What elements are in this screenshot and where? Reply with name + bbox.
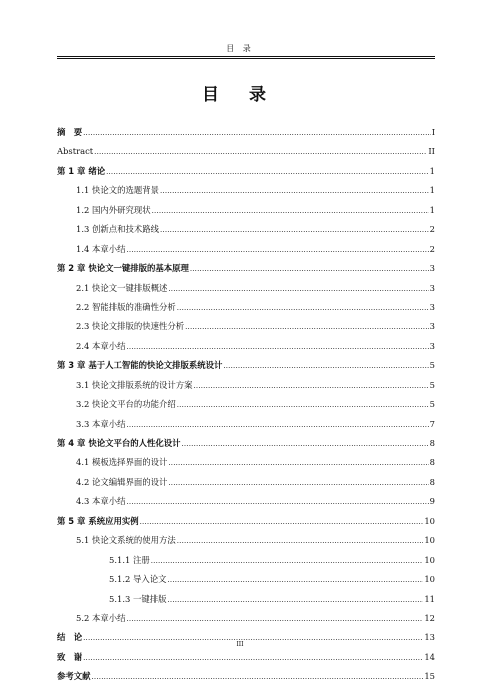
toc-entry-page: 5 [429, 360, 435, 371]
toc-entry[interactable] [57, 415, 435, 434]
toc-entry-page: 9 [429, 496, 435, 507]
table-of-contents [57, 123, 435, 687]
toc-entry-label: 2.2 智能排版的准确性分析 [76, 301, 176, 312]
toc-leader-dots [177, 298, 429, 318]
toc-entry-page: 7 [429, 418, 435, 429]
toc-entry-label: 3.2 快论文平台的功能介绍 [76, 399, 176, 410]
toc-leader-dots [167, 590, 423, 610]
toc-entry-label: 2.1 快论文一键排版概述 [76, 282, 168, 293]
toc-entry[interactable] [57, 240, 435, 259]
toc-entry-page: 10 [424, 535, 435, 546]
page-title: 目 录 [202, 85, 278, 105]
toc-leader-dots [185, 317, 429, 337]
toc-leader-dots [140, 512, 424, 532]
toc-entry-page: 5 [429, 399, 435, 410]
running-header: 目 录 [226, 44, 254, 53]
toc-entry-label: 3.3 本章小结 [76, 418, 126, 429]
toc-leader-dots [160, 220, 429, 240]
toc-entry[interactable] [57, 259, 435, 278]
toc-leader-dots [126, 240, 428, 260]
toc-entry-label: 1.3 创新点和技术路线 [76, 224, 159, 235]
toc-entry[interactable] [57, 667, 435, 686]
toc-entry-page: 8 [429, 476, 435, 487]
toc-entry[interactable] [57, 551, 435, 570]
toc-leader-dots [177, 531, 424, 551]
toc-entry[interactable] [57, 570, 435, 589]
toc-entry[interactable] [57, 337, 435, 356]
toc-entry-page: 1 [429, 165, 435, 176]
toc-entry-label: 参考文献 [57, 671, 91, 682]
toc-leader-dots [126, 609, 423, 629]
toc-leader-dots [181, 434, 428, 454]
toc-leader-dots [83, 123, 431, 143]
toc-entry-page: 10 [424, 554, 435, 565]
toc-entry-label: 1.1 快论文的选题背景 [76, 185, 159, 196]
toc-leader-dots [190, 259, 429, 279]
toc-leader-dots [92, 667, 424, 687]
toc-entry[interactable] [57, 473, 435, 492]
toc-entry[interactable] [57, 453, 435, 472]
toc-entry-page: 1 [429, 204, 435, 215]
toc-leader-dots [168, 279, 428, 299]
toc-leader-dots [126, 337, 428, 357]
toc-entry-label: 第 4 章 快论文平台的人性化设计 [57, 438, 181, 448]
toc-entry[interactable] [57, 648, 435, 667]
toc-leader-dots [177, 395, 429, 415]
toc-entry[interactable] [57, 279, 435, 298]
toc-entry[interactable] [57, 298, 435, 317]
toc-entry-label: Abstract [57, 146, 94, 157]
toc-entry-label: 2.4 本章小结 [76, 340, 126, 351]
toc-entry-label: 5.1.2 导入论文 [109, 574, 167, 585]
toc-entry-page: 11 [424, 593, 435, 604]
toc-leader-dots [223, 356, 428, 376]
toc-entry-page: 10 [424, 515, 435, 526]
toc-entry-page: 2 [429, 243, 435, 254]
toc-entry-label: 摘 要 [57, 127, 83, 137]
toc-leader-dots [106, 162, 429, 182]
toc-leader-dots [168, 453, 428, 473]
header-rule-thick [57, 58, 435, 59]
toc-entry-page: 2 [429, 224, 435, 235]
toc-entry-page: II [428, 146, 435, 157]
toc-entry[interactable] [57, 590, 435, 609]
toc-entry[interactable] [57, 201, 435, 220]
toc-entry[interactable] [57, 220, 435, 239]
toc-leader-dots [168, 473, 428, 493]
toc-entry-label: 2.3 快论文排版的快速性分析 [76, 321, 185, 332]
toc-leader-dots [83, 648, 423, 668]
toc-entry-page: 5 [429, 379, 435, 390]
toc-entry-label: 第 5 章 系统应用实例 [57, 515, 139, 526]
toc-entry-label: 5.1.1 注册 [109, 554, 150, 565]
toc-entry-label: 4.3 本章小结 [76, 496, 126, 507]
toc-entry[interactable] [57, 123, 435, 142]
toc-entry-label: 1.4 本章小结 [76, 243, 126, 254]
toc-entry-label: 3.1 快论文排版系统的设计方案 [76, 379, 193, 390]
page-number: III [236, 641, 244, 648]
toc-entry-page: I [431, 127, 435, 137]
toc-entry-page: 13 [424, 632, 435, 643]
toc-leader-dots [160, 181, 429, 201]
toc-entry[interactable] [57, 395, 435, 414]
toc-entry-label: 致 谢 [57, 651, 83, 662]
toc-leader-dots [126, 492, 428, 512]
toc-entry[interactable] [57, 609, 435, 628]
toc-entry-page: 15 [424, 671, 435, 682]
toc-entry[interactable] [57, 162, 435, 181]
toc-leader-dots [193, 376, 428, 396]
toc-entry[interactable] [57, 512, 435, 531]
toc-entry[interactable] [57, 356, 435, 375]
toc-entry-label: 第 2 章 快论文一键排版的基本原理 [57, 263, 189, 274]
toc-entry-page: 3 [429, 301, 435, 312]
toc-entry-label: 5.1 快论文系统的使用方法 [76, 535, 176, 546]
toc-entry-page: 8 [429, 438, 435, 448]
toc-entry-label: 第 3 章 基于人工智能的快论文排版系统设计 [57, 360, 223, 371]
toc-entry-page: 3 [429, 321, 435, 332]
toc-entry-page: 3 [429, 340, 435, 351]
toc-entry-label: 第 1 章 绪论 [57, 165, 106, 176]
toc-entry[interactable] [57, 492, 435, 511]
toc-entry[interactable] [57, 142, 435, 161]
toc-leader-dots [167, 570, 423, 590]
toc-entry-page: 12 [424, 612, 435, 623]
toc-leader-dots [152, 201, 429, 221]
toc-entry[interactable] [57, 434, 435, 453]
toc-entry-page: 10 [424, 574, 435, 585]
toc-entry-page: 3 [429, 263, 435, 274]
header-rule-thin [57, 56, 435, 57]
toc-entry-label: 5.2 本章小结 [76, 612, 126, 623]
toc-leader-dots [151, 551, 424, 571]
toc-entry-label: 5.1.3 一键排版 [109, 593, 167, 604]
toc-entry[interactable] [57, 181, 435, 200]
toc-entry-page: 14 [424, 651, 435, 662]
toc-entry-label: 4.1 模板选择界面的设计 [76, 457, 168, 468]
toc-entry[interactable] [57, 531, 435, 550]
toc-entry[interactable] [57, 317, 435, 336]
toc-entry-label: 1.2 国内外研究现状 [76, 204, 151, 215]
toc-entry[interactable] [57, 376, 435, 395]
toc-leader-dots [94, 142, 427, 162]
toc-entry-page: 3 [429, 282, 435, 293]
toc-entry-label: 4.2 论文编辑界面的设计 [76, 476, 168, 487]
toc-leader-dots [126, 415, 428, 435]
toc-entry-label: 结 论 [57, 632, 83, 643]
toc-entry-page: 8 [429, 457, 435, 468]
toc-entry-page: 1 [429, 185, 435, 196]
